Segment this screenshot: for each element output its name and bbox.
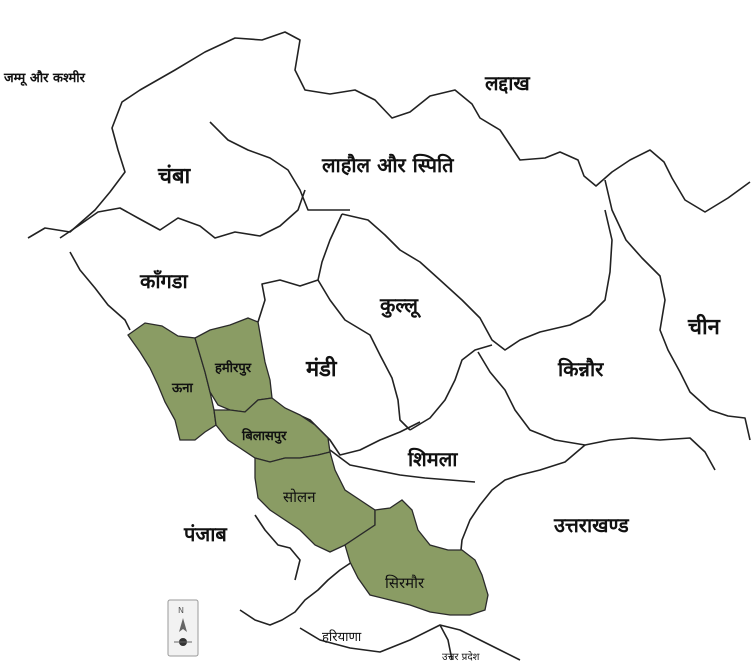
label-chamba: चंबा xyxy=(158,164,191,189)
punjab-haryana-border xyxy=(240,562,352,625)
label-uttar-pradesh: उत्तर प्रदेश xyxy=(442,652,480,663)
kangra-west-border xyxy=(70,252,130,330)
label-kullu: कुल्लू xyxy=(380,293,418,317)
chamba-kangra-border xyxy=(60,190,305,238)
label-lahaul-spiti: लाहौल और स्पिति xyxy=(322,153,454,177)
label-mandi: मंडी xyxy=(306,357,337,382)
label-ladakh: लद्दाख xyxy=(485,71,530,95)
label-punjab: पंजाब xyxy=(184,522,227,546)
label-shimla: शिमला xyxy=(408,447,458,471)
label-jammu-kashmir: जम्मू और कश्मीर xyxy=(4,71,85,86)
label-china: चीन xyxy=(688,315,720,340)
label-solan: सोलन xyxy=(283,488,316,506)
label-uttarakhand: उत्तराखण्ड xyxy=(554,513,629,537)
compass-north-label: N xyxy=(178,606,184,615)
compass-rose xyxy=(168,600,198,656)
label-hamirpur: हमीरपुर xyxy=(215,361,252,376)
label-kangra: काँगडा xyxy=(140,269,188,293)
label-bilaspur: बिलासपुर xyxy=(242,429,287,444)
label-kinnaur: किन्नौर xyxy=(558,357,604,381)
label-sirmaur: सिरमौर xyxy=(385,574,425,592)
jk-border xyxy=(28,32,750,238)
kullu-shimla-border xyxy=(410,345,492,430)
china-border xyxy=(605,180,750,440)
label-haryana: हरियाणा xyxy=(322,630,362,645)
label-una: ऊना xyxy=(172,381,193,396)
lahaul-kullu-border xyxy=(342,210,612,350)
shimla-uttarakhand-border xyxy=(460,445,585,560)
